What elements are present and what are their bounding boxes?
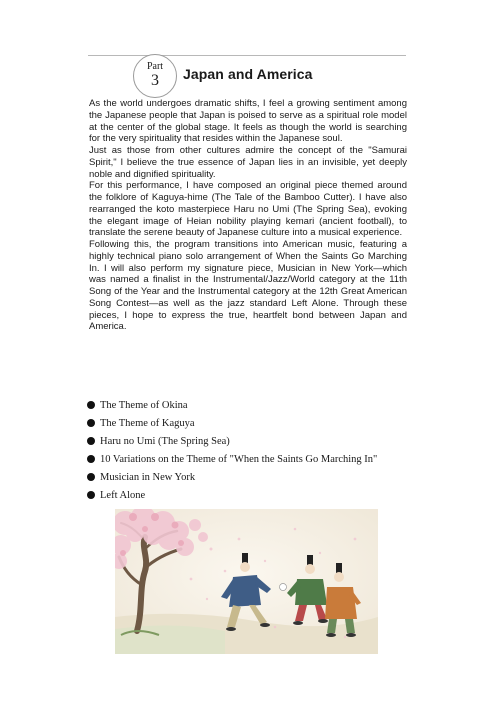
list-item xyxy=(87,415,427,433)
paragraph: Just as those from other cultures admire the concept of the "Samurai Spirit," I believe the true essence of Japan lies in an invisible, yet deeply noble and dignified spirituality. xyxy=(89,145,407,180)
program-item-label: Haru no Umi (The Spring Sea) xyxy=(100,436,230,448)
bullet-icon xyxy=(87,473,95,481)
paragraph: For this performance, I have composed an original piece themed around the folklore of Kaguya-hime (The Tale of the Bamboo Cutter). I have also rearranged the koto masterpiece Haru no Umi (The Spring Sea), evoking the elegant image of Heian nobility playing kemari (ancient football), to translate the serene beauty of Japanese culture into a musical experience. xyxy=(89,180,407,239)
bullet-icon xyxy=(87,401,95,409)
list-item xyxy=(87,487,427,505)
body-text xyxy=(89,98,407,333)
header-rule xyxy=(88,55,406,56)
part-label: Part xyxy=(146,61,164,72)
paragraph: Following this, the program transitions into American music, featuring a highly technical piano solo arrangement of When the Saints Go Marching In. I will also perform my signature piece, Musician in New York—which was named a finalist in the Instrumental/Jazz/World category at the 11th Song of the Year and the Instrumental category at the 12th Great American Song Contest—as well as the jazz standard Left Alone. Through these pieces, I hope to express the true, heartfelt bond between Japan and America. xyxy=(89,239,407,333)
program-item-label: Musician in New York xyxy=(100,472,196,484)
list-item xyxy=(87,433,427,451)
part-number: 3 xyxy=(151,72,159,89)
section-title: Japan and America xyxy=(183,66,313,82)
program-item-label: Left Alone xyxy=(100,490,146,502)
kemari-illustration xyxy=(115,509,378,654)
list-item xyxy=(87,397,427,415)
part-badge xyxy=(133,54,177,98)
grass-patch xyxy=(115,625,225,654)
bullet-icon xyxy=(87,437,95,445)
program-item-label: 10 Variations on the Theme of "When the Saints Go Marching In" xyxy=(100,454,378,466)
paragraph: As the world undergoes dramatic shifts, I feel a growing sentiment among the Japanese people that Japan is poised to serve as a spiritual role model at the center of the global stage. It feels as though the world is searching for the very spirituality that resides within the Japanese soul. xyxy=(89,98,407,145)
program-item-label: The Theme of Okina xyxy=(100,400,188,411)
bullet-icon xyxy=(87,455,95,463)
program-list xyxy=(87,397,427,506)
bullet-icon xyxy=(87,419,95,427)
program-item-label: The Theme of Kaguya xyxy=(100,418,195,430)
bullet-icon xyxy=(87,491,95,499)
list-item xyxy=(87,451,427,469)
list-item xyxy=(87,469,427,487)
kemari-ball xyxy=(280,584,287,591)
